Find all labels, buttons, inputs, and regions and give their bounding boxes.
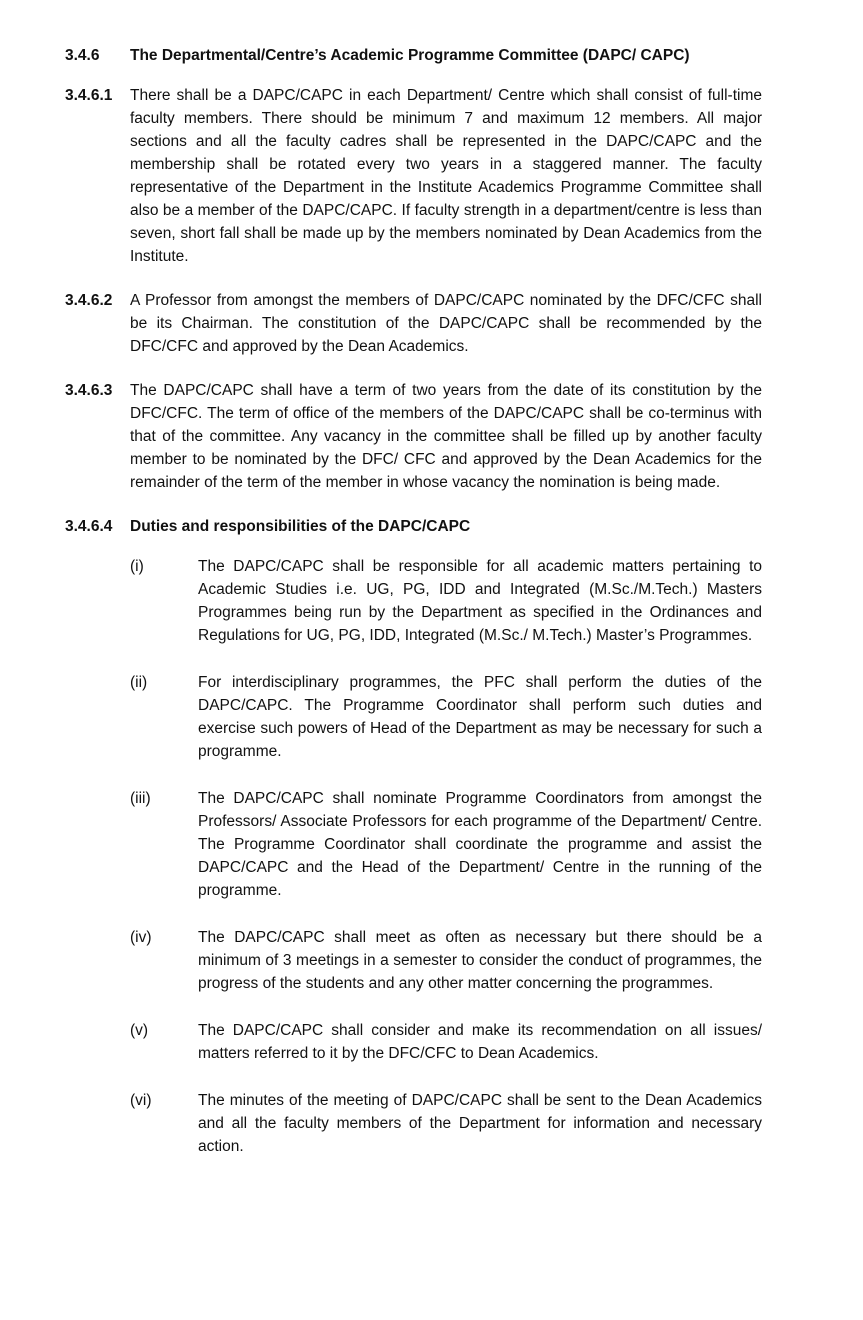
clause-3-4-6-1 <box>65 84 762 268</box>
clause-text: A Professor from amongst the members of DAPC/CAPC nominated by the DFC/CFC shall be its Chairman. The constitution of the DAPC/CAPC shall be recommended by the DFC/CFC and approved by the Dean Academics. <box>130 292 762 355</box>
section-heading-title: The Departmental/Centre’s Academic Programme Committee (DAPC/ CAPC) <box>130 47 690 64</box>
duty-text: The DAPC/CAPC shall meet as often as necessary but there should be a minimum of 3 meetings in a semester to consider the conduct of programmes, the progress of the students and any other matter concerning the programmes. <box>198 929 762 992</box>
duty-item-ii <box>130 671 762 763</box>
clause-3-4-6-3 <box>65 379 762 494</box>
clause-text: The DAPC/CAPC shall have a term of two years from the date of its constitution by the DFC/CFC. The term of office of the members of the DAPC/CAPC shall be co-terminus with that of the committee. Any vacancy in the committee shall be filled up by another faculty member to be nominated by the DFC/ CFC and approved by the Dean Academics for the remainder of the term of the member in whose vacancy the nomination is being made. <box>130 382 762 491</box>
duties-heading <box>65 515 762 538</box>
duty-text: The DAPC/CAPC shall consider and make its recommendation on all issues/ matters referred to it by the DFC/CFC to Dean Academics. <box>198 1022 762 1062</box>
duty-item-v <box>130 1019 762 1065</box>
duty-text: The DAPC/CAPC shall nominate Programme Coordinators from amongst the Professors/ Associate Professors for each programme of the Department/ Centre. The Programme Coordinator shall coordinate the programme and assist the DAPC/CAPC and the Head of the Department/ Centre in the running of the programme. <box>198 790 762 899</box>
duty-marker: (v) <box>130 1022 149 1039</box>
duty-text: The minutes of the meeting of DAPC/CAPC shall be sent to the Dean Academics and all the faculty members of the Department for information and necessary action. <box>198 1092 762 1155</box>
clause-number: 3.4.6.2 <box>65 292 113 309</box>
duty-marker: (vi) <box>130 1092 152 1109</box>
duty-item-iii <box>130 787 762 902</box>
clause-text: There shall be a DAPC/CAPC in each Department/ Centre which shall consist of full-time faculty members. There should be minimum 7 and maximum 12 members. All major sections and all the faculty cadres shall be represented in the DAPC/CAPC and the membership shall be rotated every two years in a staggered manner. The faculty representative of the Department in the Institute Academics Programme Committee shall also be a member of the DAPC/CAPC. If faculty strength in a department/centre is less than seven, short fall shall be made up by the members nominated by Dean Academics from the Institute. <box>130 87 762 265</box>
duty-marker: (iii) <box>130 790 151 807</box>
duty-item-i <box>130 555 762 647</box>
duty-item-vi <box>130 1089 762 1158</box>
clause-number: 3.4.6.3 <box>65 382 113 399</box>
duty-marker: (i) <box>130 558 144 575</box>
duty-item-iv <box>130 926 762 995</box>
duty-marker: (ii) <box>130 674 148 691</box>
duties-heading-title: Duties and responsibilities of the DAPC/CAPC <box>130 518 471 535</box>
section-heading-number: 3.4.6 <box>65 47 100 64</box>
duty-marker: (iv) <box>130 929 152 946</box>
duty-text: The DAPC/CAPC shall be responsible for all academic matters pertaining to Academic Studies i.e. UG, PG, IDD and Integrated (M.Sc./M.Tech.) Masters Programmes being run by the Department as specified in the Ordinances and Regulations for UG, PG, IDD, Integrated (M.Sc./ M.Tech.) Master’s Programmes. <box>198 558 762 644</box>
section-heading <box>65 44 762 67</box>
clause-number: 3.4.6.1 <box>65 87 113 104</box>
duties-heading-number: 3.4.6.4 <box>65 518 113 535</box>
duty-text: For interdisciplinary programmes, the PFC shall perform the duties of the DAPC/CAPC. The Programme Coordinator shall perform such duties and exercise such powers of Head of the Department as may be necessary for such a programme. <box>198 674 762 760</box>
clause-3-4-6-2 <box>65 289 762 358</box>
